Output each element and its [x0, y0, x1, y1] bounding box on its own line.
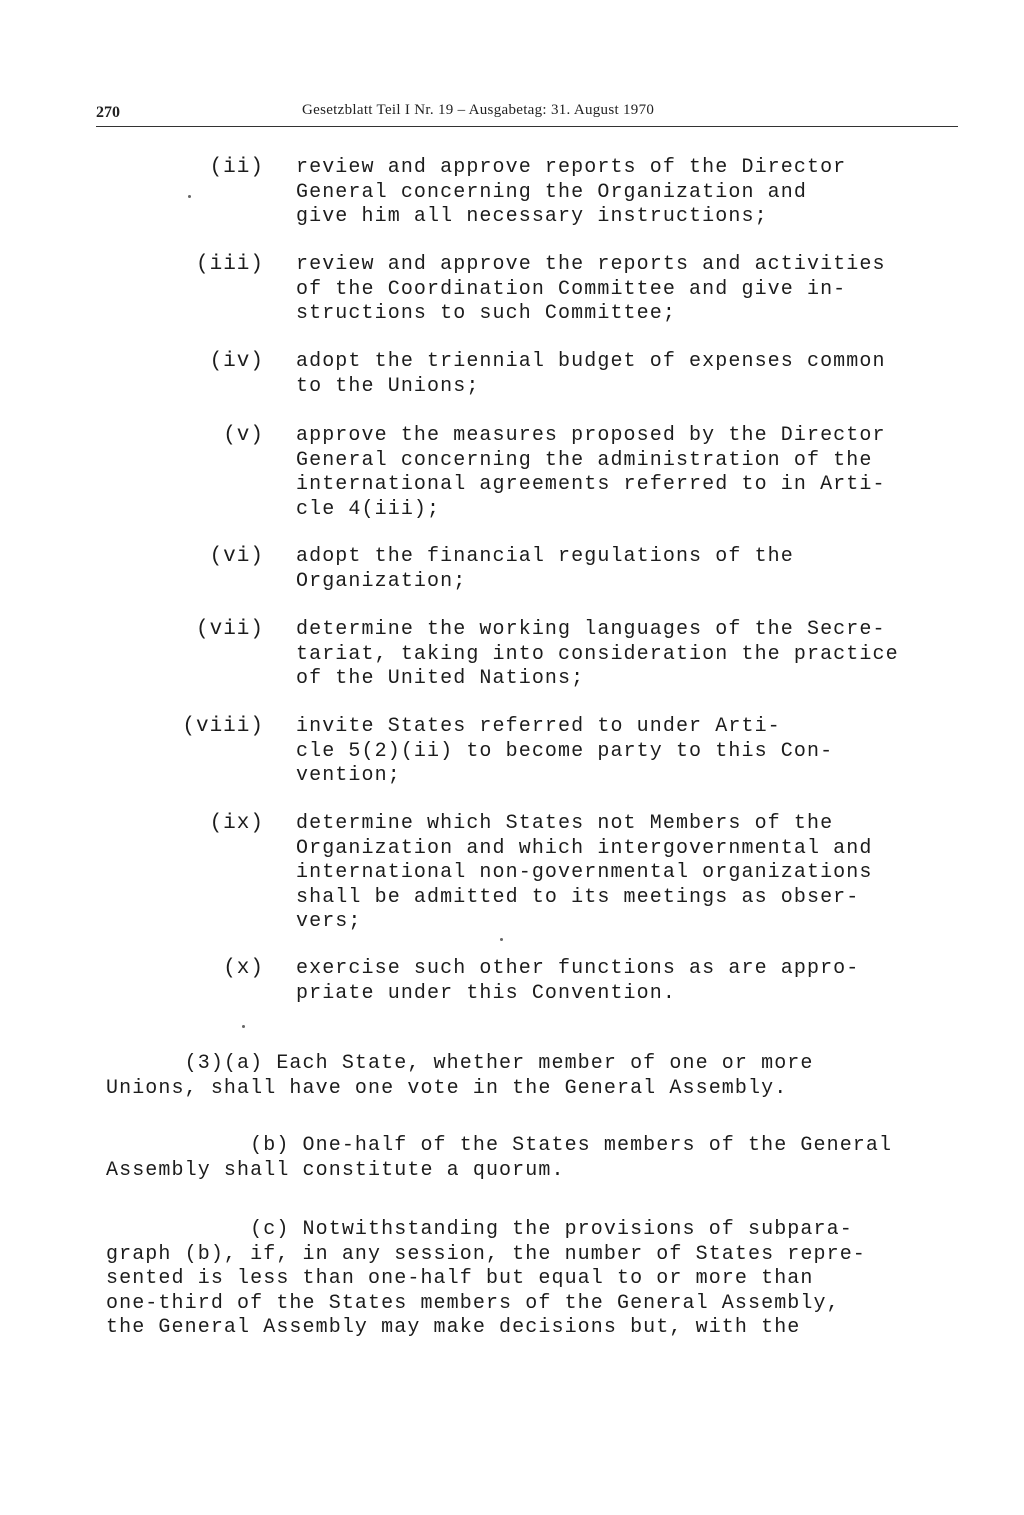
text-line: graph (b), if, in any session, the number of States repre-	[106, 1242, 866, 1266]
text-line: (b) One-half of the States members of the General	[106, 1134, 893, 1157]
text-line: review and approve the reports and activities	[296, 253, 886, 276]
item-text	[296, 957, 956, 1006]
scan-speck	[188, 195, 191, 198]
paragraph-3a	[106, 1052, 966, 1101]
text-line: (3)(a) Each State, whether member of one or more	[106, 1052, 814, 1075]
item-text	[296, 424, 956, 522]
text-line: structions to such Committee;	[296, 302, 676, 325]
item-text	[296, 618, 956, 692]
item-number: (v)	[223, 424, 264, 447]
item-number: (iii)	[195, 253, 264, 276]
text-line: approve the measures proposed by the Director	[296, 424, 886, 447]
item-number: (ix)	[209, 812, 264, 835]
text-line: determine the working languages of the Secre-	[296, 618, 886, 641]
text-line: adopt the financial regulations of the	[296, 545, 794, 568]
text-line: cle 5(2)(ii) to become party to this Con-	[296, 739, 834, 763]
item-text	[296, 545, 956, 594]
item-text	[296, 253, 956, 327]
text-line: exercise such other functions as are appro-	[296, 957, 860, 980]
text-line: one-third of the States members of the General Assembly,	[106, 1291, 840, 1315]
text-line: vention;	[296, 764, 401, 787]
item-number: (x)	[223, 957, 264, 980]
item-number: (vi)	[209, 545, 264, 568]
text-line: shall be admitted to its meetings as obser-	[296, 885, 860, 909]
text-line: General concerning the administration of the	[296, 448, 873, 472]
text-line: invite States referred to under Arti-	[296, 715, 781, 738]
text-line: General concerning the Organization and	[296, 180, 807, 204]
text-line: review and approve reports of the Director	[296, 156, 847, 179]
text-line: the General Assembly may make decisions but, with the	[106, 1316, 801, 1339]
text-line: give him all necessary instructions;	[296, 205, 768, 228]
text-line: of the United Nations;	[296, 667, 585, 690]
text-line: Unions, shall have one vote in the General Assembly.	[106, 1076, 788, 1100]
text-line: priate under this Convention.	[296, 981, 676, 1005]
running-head: Gesetzblatt Teil I Nr. 19 – Ausgabetag: 31. August 1970	[302, 102, 655, 118]
text-line: of the Coordination Committee and give in-	[296, 277, 847, 301]
text-line: determine which States not Members of the	[296, 812, 834, 835]
text-line: adopt the triennial budget of expenses common	[296, 350, 886, 373]
scan-speck	[242, 1025, 245, 1028]
scan-speck	[500, 938, 503, 941]
text-line: vers;	[296, 910, 362, 933]
page-number: 270	[96, 104, 120, 121]
item-text	[296, 812, 956, 935]
item-number: (iv)	[209, 350, 264, 373]
text-line: international non-governmental organizations	[296, 861, 873, 884]
text-line: Organization and which intergovernmental and	[296, 836, 873, 860]
text-line: (c) Notwithstanding the provisions of subpara-	[106, 1218, 853, 1241]
text-line: Assembly shall constitute a quorum.	[106, 1158, 565, 1182]
text-line: cle 4(iii);	[296, 497, 441, 521]
item-number: (ii)	[209, 156, 264, 179]
text-line: to the Unions;	[296, 374, 480, 398]
text-line: tariat, taking into consideration the practice	[296, 642, 899, 666]
text-line: Organization;	[296, 569, 467, 593]
text-line: international agreements referred to in Arti-	[296, 473, 886, 496]
item-text	[296, 156, 956, 230]
text-line: sented is less than one-half but equal to or more than	[106, 1267, 814, 1290]
item-text	[296, 350, 956, 399]
item-number: (viii)	[182, 715, 264, 738]
item-text	[296, 715, 956, 789]
item-number: (vii)	[195, 618, 264, 641]
paragraph-c	[106, 1218, 966, 1341]
paragraph-b	[106, 1134, 966, 1183]
